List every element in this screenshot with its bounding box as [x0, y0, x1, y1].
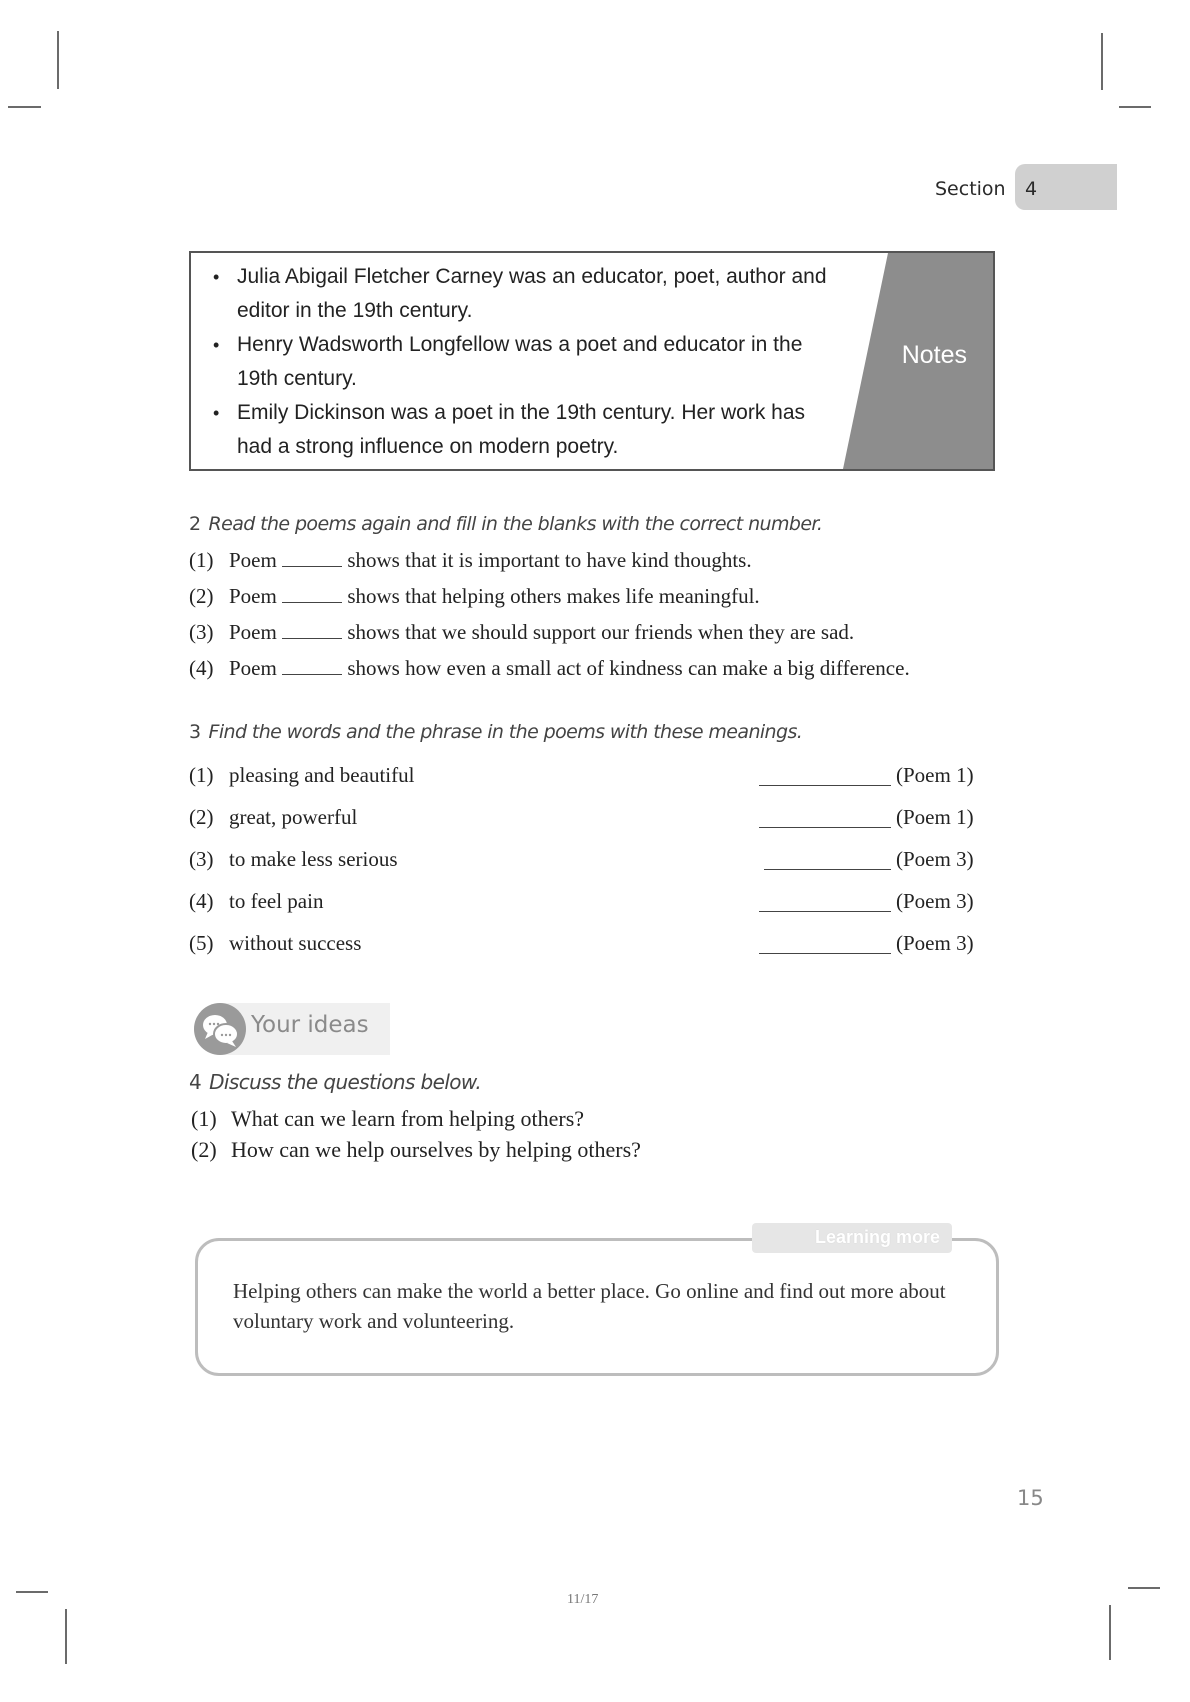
page-number: 15 — [1017, 1486, 1044, 1510]
section-label: Section — [935, 178, 1006, 200]
item-prefix: Poem — [229, 656, 277, 680]
crop-mark — [1109, 1605, 1111, 1660]
crop-mark — [16, 1591, 48, 1593]
item-index: (2) — [189, 805, 214, 829]
task2-item — [189, 620, 854, 645]
item-text: shows that it is important to have kind thoughts. — [347, 548, 752, 572]
task3-item — [189, 931, 989, 956]
item-index: (4) — [189, 656, 214, 680]
item-source: (Poem 3) — [896, 847, 974, 871]
task-number: 4 — [189, 1070, 202, 1094]
crop-mark — [8, 106, 41, 108]
answer-blank[interactable] — [282, 621, 342, 639]
item-source: (Poem 3) — [896, 931, 974, 955]
learning-more-tab: Learning more — [752, 1223, 952, 1253]
item-index: (1) — [189, 548, 214, 572]
task4-instruction — [189, 1070, 481, 1094]
item-index: (5) — [189, 931, 214, 955]
note-item: • Henry Wadsworth Longfellow was a poet and educator in the 19th century. — [211, 328, 831, 396]
crop-mark — [57, 31, 59, 89]
instruction-text: Read the poems again and fill in the blanks with the correct number. — [208, 513, 823, 535]
item-text: shows that we should support our friends when they are sad. — [347, 620, 855, 644]
item-source: (Poem 3) — [896, 889, 974, 913]
task-number: 3 — [189, 721, 201, 743]
section-number: 4 — [1025, 178, 1038, 200]
instruction-text: Discuss the questions below. — [209, 1070, 482, 1094]
question-index: (2) — [191, 1137, 217, 1162]
instruction-text: Find the words and the phrase in the poems with these meanings. — [208, 721, 803, 743]
crop-mark — [1101, 33, 1103, 90]
item-text: shows that helping others makes life meaningful. — [347, 584, 760, 608]
item-index: (3) — [189, 847, 214, 871]
item-index: (4) — [189, 889, 214, 913]
item-meaning: pleasing and beautiful — [229, 763, 415, 787]
item-prefix: Poem — [229, 620, 277, 644]
question-text: How can we help ourselves by helping others? — [231, 1137, 641, 1162]
notes-title: Notes — [901, 341, 967, 369]
item-source: (Poem 1) — [896, 763, 974, 787]
task3-item — [189, 889, 989, 914]
crop-mark — [65, 1609, 67, 1664]
notes-box — [189, 251, 995, 471]
answer-blank[interactable] — [759, 785, 891, 786]
item-prefix: Poem — [229, 548, 277, 572]
task3-item — [189, 763, 989, 788]
item-index: (2) — [189, 584, 214, 608]
notes-list — [211, 260, 831, 464]
task2-item — [189, 656, 910, 681]
answer-blank[interactable] — [759, 827, 891, 828]
crop-mark — [1128, 1587, 1160, 1589]
discussion-question — [191, 1106, 584, 1132]
question-text: What can we learn from helping others? — [231, 1106, 585, 1131]
answer-blank[interactable] — [282, 585, 342, 603]
task3-item — [189, 805, 989, 830]
item-index: (1) — [189, 763, 214, 787]
scan-page-indicator: 11/17 — [567, 1592, 599, 1607]
discussion-question — [191, 1137, 641, 1163]
note-item: • Emily Dickinson was a poet in the 19th century. Her work has had a strong influence on modern poetry. — [211, 396, 831, 464]
item-meaning: to feel pain — [229, 889, 324, 913]
answer-blank[interactable] — [759, 953, 891, 954]
task3-instruction — [189, 721, 802, 743]
item-meaning: without success — [229, 931, 362, 955]
chat-bubbles-icon — [194, 1003, 246, 1055]
task-number: 2 — [189, 513, 201, 535]
item-index: (3) — [189, 620, 214, 644]
item-source: (Poem 1) — [896, 805, 974, 829]
question-index: (1) — [191, 1106, 217, 1131]
answer-blank[interactable] — [282, 549, 342, 567]
answer-blank[interactable] — [759, 911, 891, 912]
your-ideas-header — [194, 1003, 390, 1055]
task2-item — [189, 584, 760, 609]
task3-item — [189, 847, 989, 872]
item-prefix: Poem — [229, 584, 277, 608]
crop-mark — [1119, 106, 1151, 108]
answer-blank[interactable] — [764, 869, 891, 870]
your-ideas-title: Your ideas — [251, 1012, 369, 1038]
answer-blank[interactable] — [282, 657, 342, 675]
note-item: • Julia Abigail Fletcher Carney was an educator, poet, author and editor in the 19th century. — [211, 260, 831, 328]
task2-item — [189, 548, 752, 573]
item-text: shows how even a small act of kindness can make a big difference. — [347, 656, 910, 680]
item-meaning: great, powerful — [229, 805, 358, 829]
learning-more-text: Helping others can make the world a better place. Go online and find out more about voluntary work and volunteering. — [233, 1279, 946, 1333]
task2-instruction — [189, 513, 822, 535]
item-meaning: to make less serious — [229, 847, 398, 871]
section-badge — [1015, 164, 1117, 210]
